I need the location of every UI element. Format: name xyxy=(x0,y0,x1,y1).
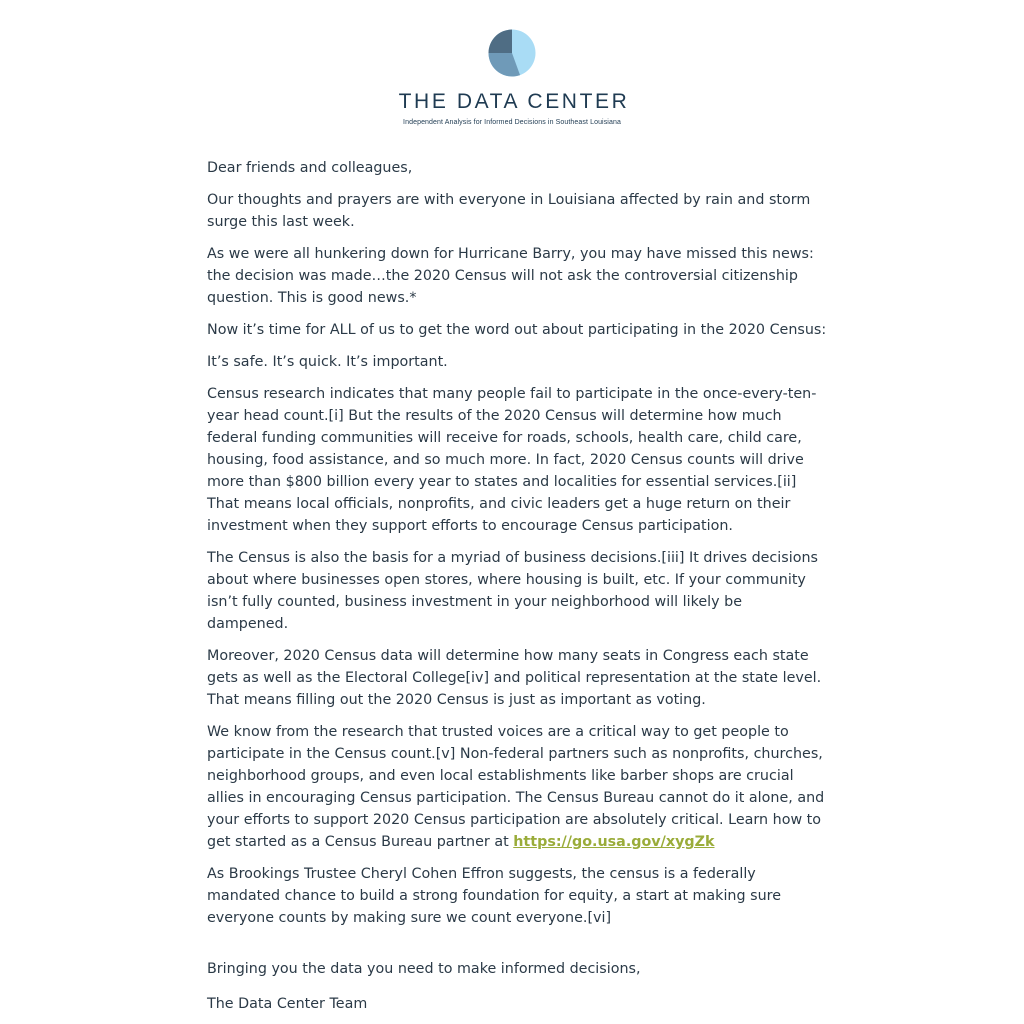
logo-title: THE DATA CENTER xyxy=(398,90,630,113)
greeting: Dear friends and colleagues, xyxy=(207,160,413,176)
paragraph-funding: Census research indicates that many people fail to participate in the once-every-ten-year head count.[i] But the results of the 2020 Census will determine how much federal funding communities will receive for roads, schools, health care, child care, housing, food assistance, and so much more. In fact, 2020 Census counts will drive more than $800 billion every year to states and localities for essential services.[ii] That means local officials, nonprofits, and civic leaders get a huge return on their investment when they support efforts to encourage Census participation. xyxy=(207,386,817,534)
paragraph-trusted-voices-text: We know from the research that trusted voices are a critical way to get people to participate in the Census count.[v] Non-federal partners such as nonprofits, churches, neighborhood groups, and even local establishments like barber shops are crucial allies in encouraging Census participation. The Census Bureau cannot do it alone, and your efforts to support 2020 Census participation are absolutely critical. Learn how to get started as a Census Bureau partner at xyxy=(207,724,825,850)
signature: The Data Center Team xyxy=(207,996,368,1012)
paragraph-slogan: It’s safe. It’s quick. It’s important. xyxy=(207,354,448,370)
paragraph-trusted-voices xyxy=(207,721,827,853)
letter-body xyxy=(207,157,827,1024)
pie-logo-icon xyxy=(488,29,536,77)
paragraph-business: The Census is also the basis for a myriad of business decisions.[iii] It drives decisions about where businesses open stores, where housing is built, etc. If your community isn’t fully counted, business investment in your neighborhood will likely be dampened. xyxy=(207,550,818,632)
paragraph-call-to-action: Now it’s time for ALL of us to get the word out about participating in the 2020 Census: xyxy=(207,322,827,338)
paragraph-equity: As Brookings Trustee Cheryl Cohen Effron suggests, the census is a federally mandated chance to build a strong foundation for equity, a start at making sure everyone counts by making sure we count everyone.[vi] xyxy=(207,866,781,926)
paragraph-citizenship-news: As we were all hunkering down for Hurricane Barry, you may have missed this news: the decision was made…the 2020 Census will not ask the controversial citizenship question. This is good news.* xyxy=(207,246,814,306)
logo-tagline: Independent Analysis for Informed Decisions in Southeast Louisiana xyxy=(403,119,621,126)
paragraph-representation: Moreover, 2020 Census data will determine how many seats in Congress each state gets as well as the Electoral College[iv] and political representation at the state level. That means filling out the 2020 Census is just as important as voting. xyxy=(207,648,822,708)
signoff: Bringing you the data you need to make informed decisions, xyxy=(207,961,641,977)
header xyxy=(0,0,1024,140)
paragraph-storm: Our thoughts and prayers are with everyone in Louisiana affected by rain and storm surge this last week. xyxy=(207,192,811,230)
census-partner-link[interactable]: https://go.usa.gov/xygZk xyxy=(513,834,715,850)
